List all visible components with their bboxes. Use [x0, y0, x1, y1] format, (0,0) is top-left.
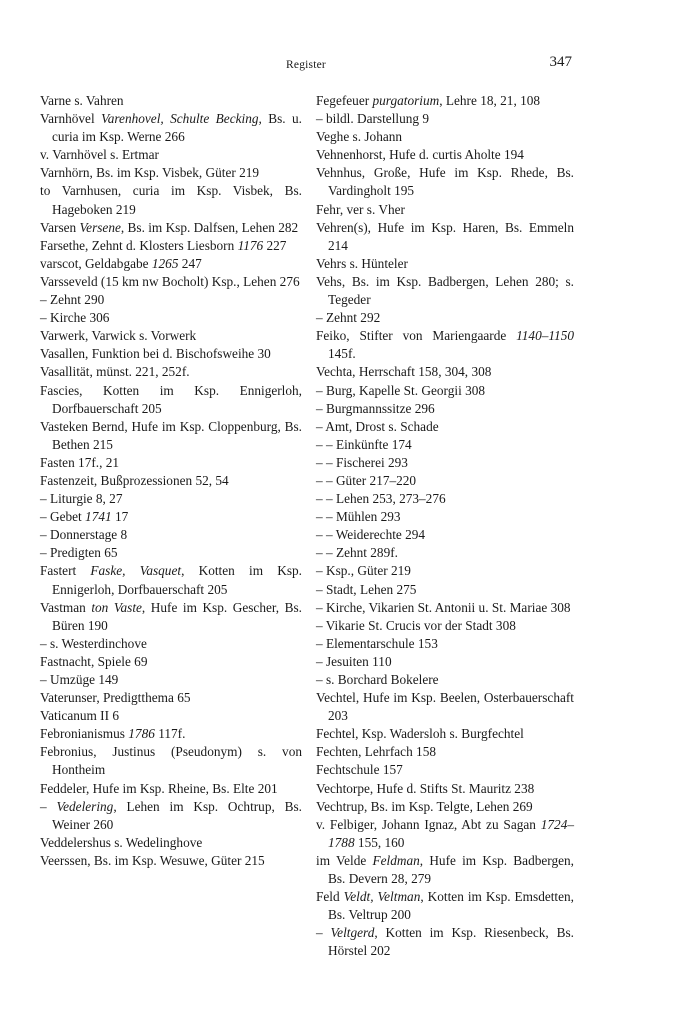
index-entry: – – Mühlen 293 [316, 509, 401, 525]
index-entry: Vehs, Bs. im Ksp. Badbergen, Lehen 280; s. Tegeder [316, 273, 574, 308]
index-entry: Vasteken Bernd, Hufe im Ksp. Cloppenburg, Bs. Bethen 215 [40, 418, 302, 452]
index-entry: – Predigten 65 [40, 545, 118, 561]
index-entry: – Donnerstage 8 [40, 527, 128, 543]
index-entry: v. Varnhövel s. Ertmar [40, 147, 159, 163]
index-entry: Fechten, Lehrfach 158 [316, 744, 436, 760]
index-entry: – – Weiderechte 294 [316, 527, 426, 543]
index-entry: Vehrs s. Hünteler [316, 255, 408, 271]
index-entry: – – Einkünfte 174 [316, 436, 412, 452]
page-number: 347 [549, 54, 572, 70]
index-entry: Varsseveld (15 km nw Bocholt) Ksp., Lehen 276 [40, 273, 300, 289]
index-entry: Fechtel, Ksp. Wadersloh s. Burgfechtel [316, 726, 524, 742]
index-entry: Vechta, Herrschaft 158, 304, 308 [316, 364, 492, 380]
index-entry: Fastenzeit, Bußprozessionen 52, 54 [40, 472, 229, 488]
index-entry: Vasallen, Funktion bei d. Bischofsweihe 30 [40, 346, 271, 362]
index-entry: – – Fischerei 293 [316, 454, 408, 470]
index-column-right [316, 92, 574, 961]
index-entry: Fastert Faske, Vasquet, Kotten im Ksp. Ennigerloh, Dorfbauerschaft 205 [40, 563, 302, 597]
index-entry: – Veltgerd, Kotten im Ksp. Riesenbeck, Bs. Hörstel 202 [316, 925, 574, 959]
index-entry: Vechtel, Hufe im Ksp. Beelen, Osterbauerschaft 203 [316, 690, 574, 724]
index-entry: – Burgmannssitze 296 [316, 400, 435, 416]
index-entry: Febronius, Justinus (Pseudonym) s. von Hontheim [40, 744, 302, 778]
index-entry: – Amt, Drost s. Schade [316, 418, 439, 434]
index-entry: Febronianismus 1786 117f. [40, 726, 186, 742]
index-entry: Vehnhus, Große, Hufe im Ksp. Rhede, Bs. Vardingholt 195 [316, 165, 574, 199]
index-entry: – Liturgie 8, 27 [40, 491, 123, 507]
index-entry: Veerssen, Bs. im Ksp. Wesuwe, Güter 215 [40, 852, 265, 868]
index-entry: to Varnhusen, curia im Ksp. Visbek, Bs. Hageboken 219 [40, 183, 302, 217]
index-entry: – Umzüge 149 [40, 672, 119, 687]
index-entry: Vechtrup, Bs. im Ksp. Telgte, Lehen 269 [316, 798, 533, 814]
index-entry: – – Zehnt 289f. [316, 545, 398, 561]
index-entry: Fechtschule 157 [316, 762, 403, 778]
index-entry: Varsen Versene, Bs. im Ksp. Dalfsen, Lehen 282 [40, 219, 299, 235]
index-entry: Vasallität, münst. 221, 252f. [40, 364, 190, 380]
index-entry: – Vedelering, Lehen im Ksp. Ochtrup, Bs. Weiner 260 [40, 798, 302, 832]
index-entry: – s. Borchard Bokelere [316, 672, 439, 687]
index-entry: varscot, Geldabgabe 1265 247 [40, 255, 202, 271]
index-entry: Fegefeuer purgatorium, Lehre 18, 21, 108 [316, 93, 541, 108]
index-entry: – Vikarie St. Crucis vor der Stadt 308 [316, 617, 516, 633]
index-entry: Vehnenhorst, Hufe d. curtis Aholte 194 [316, 147, 524, 163]
index-entry: – Zehnt 290 [40, 292, 105, 308]
index-entry: – Jesuiten 110 [316, 653, 392, 669]
index-entry: Varne s. Vahren [40, 93, 124, 108]
index-entry: Feiko, Stifter von Mariengaarde 1140–1150 145f. [316, 328, 574, 362]
index-entry: Vehren(s), Hufe im Ksp. Haren, Bs. Emmeln 214 [316, 219, 574, 253]
index-entry: Fastnacht, Spiele 69 [40, 653, 148, 669]
index-entry: Farsethe, Zehnt d. Klosters Liesborn 1176 227 [40, 237, 287, 253]
index-entry: – Kirche 306 [40, 310, 110, 326]
index-entry: Fasten 17f., 21 [40, 454, 120, 470]
index-entry: Varwerk, Varwick s. Vorwerk [40, 328, 197, 344]
index-entry: Fehr, ver s. Vher [316, 201, 405, 217]
index-entry: Fascies, Kotten im Ksp. Ennigerloh, Dorfbauerschaft 205 [40, 382, 302, 416]
index-entry: Veddelershus s. Wedelinghove [40, 834, 203, 850]
index-entry: – s. Westerdinchove [40, 635, 147, 651]
index-entry: Vechtorpe, Hufe d. Stifts St. Mauritz 238 [316, 780, 535, 796]
index-entry: – Stadt, Lehen 275 [316, 581, 417, 597]
index-entry: Feddeler, Hufe im Ksp. Rheine, Bs. Elte 201 [40, 780, 278, 796]
index-entry: Vastman ton Vaste, Hufe im Ksp. Gescher, Bs. Büren 190 [40, 599, 302, 633]
index-entry: Vaterunser, Predigtthema 65 [40, 690, 191, 706]
index-entry: v. Felbiger, Johann Ignaz, Abt zu Sagan 1724–1788 155, 160 [316, 816, 574, 850]
index-entry: – Burg, Kapelle St. Georgii 308 [316, 382, 486, 398]
index-column-left [40, 92, 302, 870]
index-entry: Feld Veldt, Veltman, Kotten im Ksp. Emsdetten, Bs. Veltrup 200 [316, 889, 575, 923]
index-entry: – Zehnt 292 [316, 310, 381, 326]
page-header [40, 56, 572, 76]
index-entry: im Velde Feldman, Hufe im Ksp. Badbergen, Bs. Devern 28, 279 [316, 852, 574, 887]
index-entry: – Kirche, Vikarien St. Antonii u. St. Mariae 308 [316, 599, 571, 615]
index-entry: Veghe s. Johann [316, 129, 403, 145]
index-entry: – Gebet 1741 17 [40, 509, 129, 525]
index-entry: – Ksp., Güter 219 [316, 563, 411, 579]
index-entry: Vaticanum II 6 [40, 708, 120, 724]
index-entry: Varnhörn, Bs. im Ksp. Visbek, Güter 219 [40, 165, 260, 181]
index-entry: – bildl. Darstellung 9 [316, 111, 430, 127]
running-title: Register [286, 59, 326, 71]
index-entry: – Elementarschule 153 [316, 635, 438, 651]
index-entry: – – Lehen 253, 273–276 [316, 491, 446, 507]
index-entry: Varnhövel Varenhovel, Schulte Becking, Bs. u. curia im Ksp. Werne 266 [40, 111, 302, 145]
index-entry: – – Güter 217–220 [316, 472, 417, 488]
